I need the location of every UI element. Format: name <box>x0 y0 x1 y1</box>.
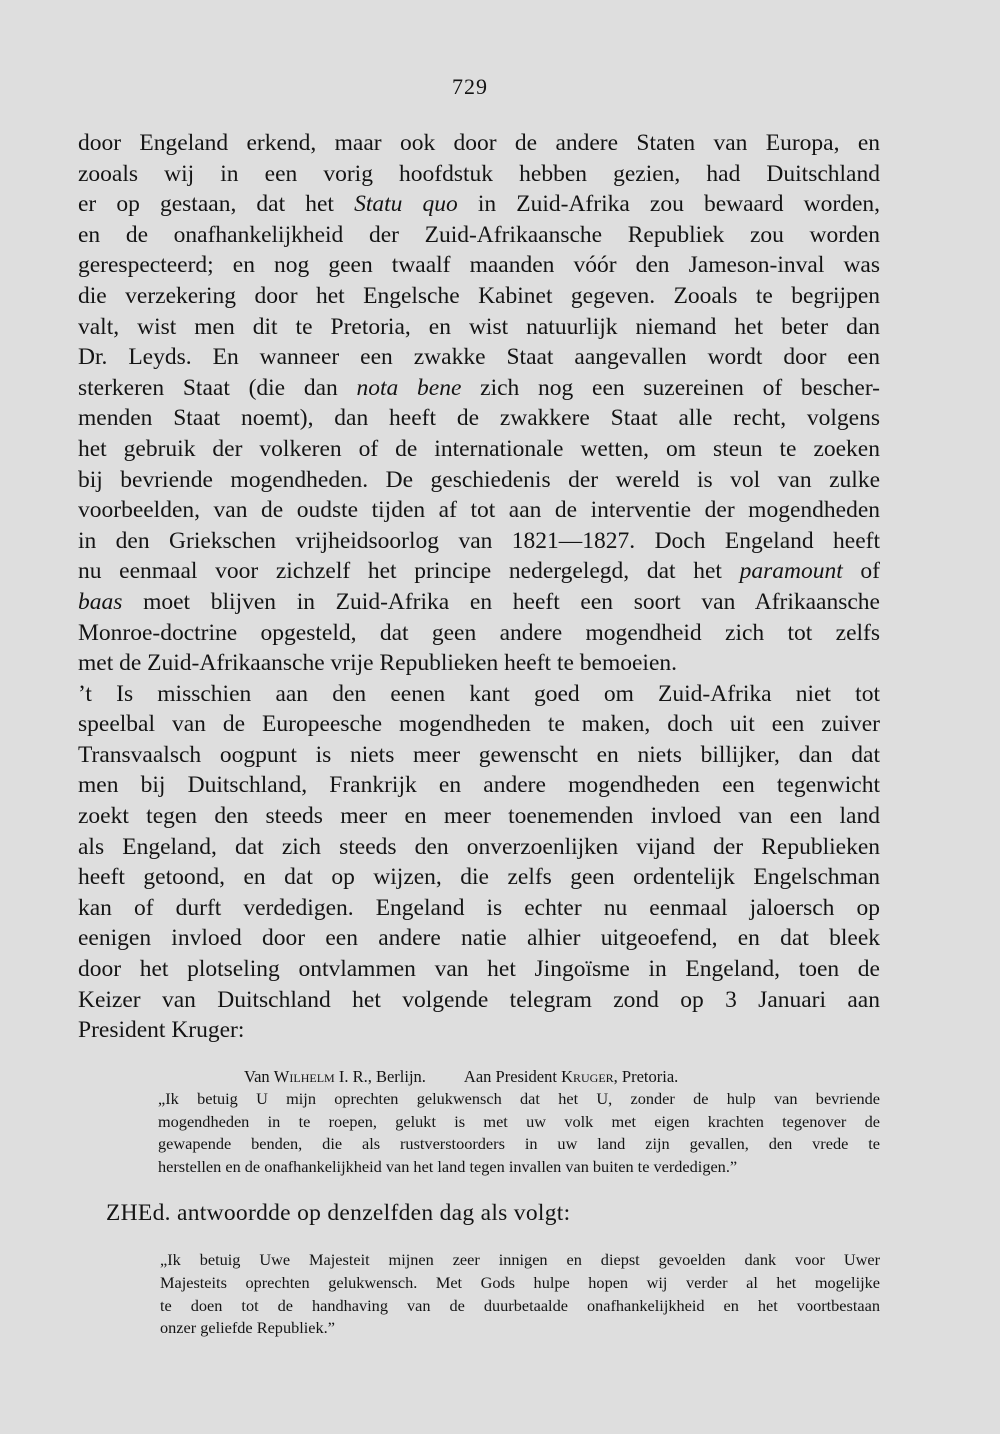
telegram-line: mogendheden in te roepen, gelukt is met uw volk met eigen krachten tegenover de <box>158 1111 880 1131</box>
text-line <box>78 587 880 618</box>
reply-intro: ZHEd. antwoordde op denzelfden dag als volgt: <box>106 1200 571 1226</box>
text-line: President Kruger: <box>78 1017 245 1044</box>
text-line: menden Staat noemt), dan heeft de zwakkere Staat alle recht, volgens <box>78 405 880 432</box>
text-line: door het plotseling ontvlammen van het Jingoïsme in Engeland, toen de <box>78 956 880 983</box>
telegram-line: „Ik betuig U mijn oprechten gelukwensch dat het U, zonder de hulp van bevriende <box>158 1089 880 1109</box>
telegram-to-suffix: , Pretoria. <box>613 1067 679 1086</box>
text-line: bij bevriende mogendheden. De geschiedenis der wereld is vol van zulke <box>78 466 880 493</box>
text-segment: sterkeren Staat (die dan <box>78 374 357 401</box>
text-line: valt, wist men dit te Pretoria, en wist natuurlijk niemand het beter dan <box>78 313 880 340</box>
text-line: in den Griekschen vrijheidsoorlog van 1821—1827. Doch Engeland heeft <box>78 527 880 554</box>
text-line: en de onafhankelijkheid der Zuid-Afrikaansche Republiek zou worden <box>78 221 880 248</box>
telegram-quote <box>158 1066 880 1178</box>
text-line <box>78 189 880 220</box>
reply-line: te doen tot de handhaving van de duurbetaalde onafhankelijkheid en het voortbestaan <box>160 1295 880 1315</box>
page-number: 729 <box>452 74 488 99</box>
text-line: speelbal van de Europeesche mogendheden te maken, doch uit een zuiver <box>78 711 880 738</box>
text-line: zooals wij in een vorig hoofdstuk hebben gezien, had Duitschland <box>78 160 880 187</box>
telegram-body <box>158 1088 880 1178</box>
text-segment: zich nog een suzereinen of bescher- <box>461 374 881 401</box>
text-line: ’t Is misschien aan den eenen kant goed om Zuid-Afrika niet tot <box>78 680 880 707</box>
text-segment: moet blijven in Zuid-Afrika en heeft een soort van Afrikaansche <box>122 588 880 615</box>
text-segment: in Zuid-Afrika zou bewaard worden, <box>457 191 880 218</box>
text-line: Dr. Leyds. En wanneer een zwakke Staat aangevallen wordt door een <box>78 344 880 371</box>
text-line: eenigen invloed door een andere natie alhier uitgeoefend, en dat bleek <box>78 925 880 952</box>
telegram-from-prefix: Van <box>244 1067 274 1086</box>
text-segment: er op gestaan, dat het <box>78 191 355 218</box>
text-segment: of <box>842 558 880 585</box>
italic-phrase: paramount <box>739 558 843 585</box>
text-line: gerespecteerd; en nog geen twaalf maanden vóór den Jameson-inval was <box>78 252 880 279</box>
text-line: voorbeelden, van de oudste tijden af tot aan de interventie der mogendheden <box>78 497 880 524</box>
telegram-header <box>158 1066 880 1088</box>
text-line <box>78 373 880 404</box>
paragraph-1 <box>78 128 880 679</box>
italic-phrase: Statu quo <box>354 191 458 218</box>
telegram-from-suffix: I. R., Berlijn. <box>334 1067 426 1086</box>
paragraph-2 <box>78 679 880 1046</box>
text-line: Transvaalsch oogpunt is niets meer gewenscht en niets billijker, dan dat <box>78 741 880 768</box>
telegram-line: gewapende benden, die als rustverstoorders in uw land zijn gevallen, den vrede te <box>158 1134 880 1154</box>
telegram-to-prefix: Aan President <box>463 1067 562 1086</box>
text-line: zoekt tegen den steeds meer en meer toenemenden invloed van een land <box>78 803 880 830</box>
reply-line: Majesteits oprechten gelukwensch. Met Gods hulpe hopen wij verder al het mogelijke <box>160 1272 880 1292</box>
text-line: het gebruik der volkeren of de internationale wetten, om steun te zoeken <box>78 435 880 462</box>
text-line: Monroe-doctrine opgesteld, dat geen andere mogendheid zich tot zelfs <box>78 619 880 646</box>
text-line: kan of durft verdedigen. Engeland is echter nu eenmaal jaloersch op <box>78 894 880 921</box>
telegram-line: herstellen en de onafhankelijkheid van het land tegen invallen van buiten te verdedigen.” <box>158 1156 738 1176</box>
text-line: met de Zuid-Afrikaansche vrije Republieken heeft te bemoeien. <box>78 650 678 677</box>
telegram-from-name: Wilhelm <box>273 1067 335 1086</box>
text-line: door Engeland erkend, maar ook door de andere Staten van Europa, en <box>78 130 880 156</box>
text-line: Keizer van Duitschland het volgende telegram zond op 3 Januari aan <box>78 986 880 1013</box>
reply-quote <box>160 1249 880 1340</box>
text-line: heeft getoond, en dat op wijzen, die zelfs geen ordentelijk Engelschman <box>78 864 880 891</box>
text-line: als Engeland, dat zich steeds den onverzoenlijken vijand der Republieken <box>78 833 880 860</box>
text-line: die verzekering door het Engelsche Kabinet gegeven. Zooals te begrijpen <box>78 282 880 309</box>
reply-line: „Ik betuig Uwe Majesteit mijnen zeer innigen en diepst gevoelden dank voor Uwer <box>160 1250 880 1269</box>
text-segment: nu eenmaal voor zichzelf het principe nedergelegd, dat het <box>78 558 740 585</box>
telegram-to-name: Kruger <box>561 1067 614 1086</box>
text-line: men bij Duitschland, Frankrijk en andere mogendheden een tegenwicht <box>78 772 880 799</box>
reply-line: onzer geliefde Republiek.” <box>160 1318 335 1338</box>
italic-phrase: baas <box>78 588 123 615</box>
text-line <box>78 556 880 587</box>
main-text <box>78 128 880 1046</box>
italic-phrase: nota bene <box>356 374 462 401</box>
